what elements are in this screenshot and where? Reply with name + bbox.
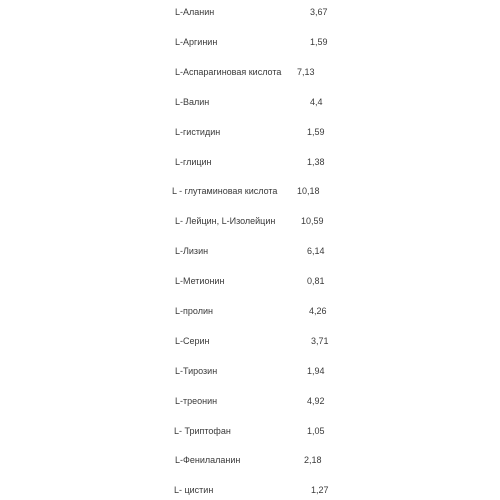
amino-acid-name: L- цистин [174, 485, 214, 495]
table-row [0, 92, 500, 112]
amino-acid-value: 10,18 [297, 186, 320, 196]
amino-acid-value: 3,67 [310, 7, 328, 17]
amino-acid-name: L-Серин [175, 336, 210, 346]
amino-acid-name: L- Триптофан [174, 426, 231, 436]
amino-acid-name: L-Тирозин [175, 366, 218, 376]
table-row [0, 211, 500, 231]
table-row [0, 152, 500, 172]
table-row [0, 450, 500, 470]
amino-acid-value: 4,26 [309, 306, 327, 316]
amino-acid-name: L-Лизин [175, 246, 209, 256]
amino-acid-name: L-треонин [175, 396, 218, 406]
amino-acid-value: 10,59 [301, 216, 324, 226]
table-row [0, 181, 500, 201]
amino-acid-value: 7,13 [297, 67, 315, 77]
table-row [0, 271, 500, 291]
table-row [0, 2, 500, 22]
table-row [0, 480, 500, 500]
amino-acid-name: L-Метионин [175, 276, 225, 286]
amino-acid-name: L-пролин [175, 306, 213, 316]
amino-acid-name: L-гистидин [175, 127, 221, 137]
table-row [0, 62, 500, 82]
amino-acid-value: 1,59 [310, 37, 328, 47]
amino-acid-value: 1,38 [307, 157, 325, 167]
amino-acid-value: 1,27 [311, 485, 329, 495]
amino-acid-value: 3,71 [311, 336, 329, 346]
amino-acid-name: L - глутаминовая кислота [172, 186, 278, 196]
amino-acid-value: 1,59 [307, 127, 325, 137]
amino-acid-value: 2,18 [304, 455, 322, 465]
amino-acid-value: 1,05 [307, 426, 325, 436]
amino-acid-value: 0,81 [307, 276, 325, 286]
table-row [0, 361, 500, 381]
amino-acid-value: 1,94 [307, 366, 325, 376]
table-row [0, 421, 500, 441]
table-row [0, 391, 500, 411]
amino-acid-value: 4,92 [307, 396, 325, 406]
amino-acid-name: L-Аргинин [175, 37, 218, 47]
amino-acid-name: L-Аланин [175, 7, 215, 17]
amino-acid-name: L-Валин [175, 97, 210, 107]
table-row [0, 241, 500, 261]
table-row [0, 301, 500, 321]
amino-acid-value: 4,4 [310, 97, 323, 107]
table-row [0, 32, 500, 52]
amino-acid-name: L-Аспарагиновая кислота [175, 67, 282, 77]
amino-acid-name: L-глицин [175, 157, 212, 167]
amino-acid-name: L- Лейцин, L-Изолейцин [175, 216, 276, 226]
table-row [0, 331, 500, 351]
table-row [0, 122, 500, 142]
amino-acid-value: 6,14 [307, 246, 325, 256]
amino-acid-name: L-Фенилаланин [175, 455, 241, 465]
